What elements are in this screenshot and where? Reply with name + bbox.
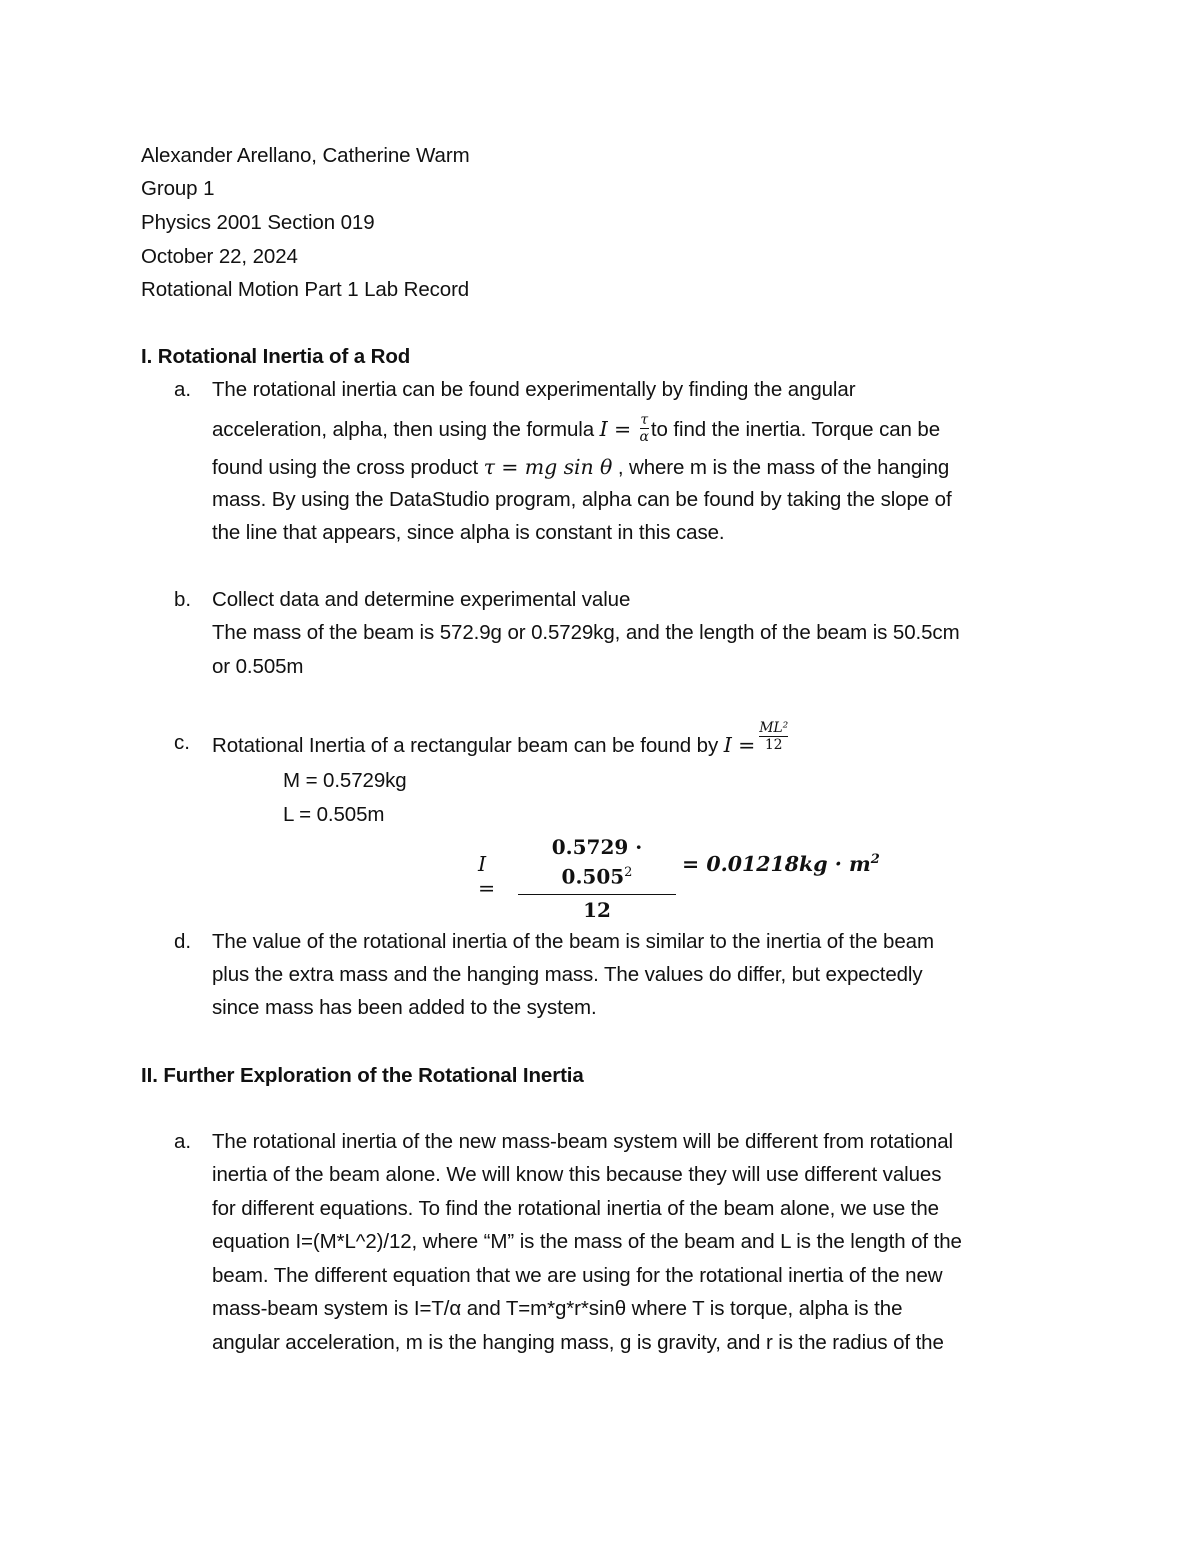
section2-heading: II. Further Exploration of the Rotational Inertia: [141, 1064, 584, 1087]
equation-numerator: [518, 834, 676, 890]
item-2a-line-1: The rotational inertia of the new mass-beam system will be different from rotational: [212, 1130, 953, 1153]
equation-fraction: [518, 834, 676, 923]
equation-lhs: I =: [478, 852, 496, 900]
equation-rhs: [682, 852, 880, 876]
item-2a-line-3: for different equations. To find the rotational inertia of the beam alone, we use the: [212, 1197, 939, 1220]
document-title: Rotational Motion Part 1 Lab Record: [141, 278, 470, 301]
group-line: Group 1: [141, 177, 215, 200]
inertia-formula-lhs: I =: [723, 732, 756, 757]
item-2a-line-7: angular acceleration, m is the hanging mass, g is gravity, and r is the radius of the: [212, 1331, 944, 1354]
item-1a-line-3-tail: , where m is the mass of the hanging: [612, 456, 950, 479]
item-1a-line-3-text: found using the cross product: [212, 456, 484, 479]
item-marker-1b: b.: [174, 588, 192, 611]
item-1c-line-1: [212, 720, 789, 762]
item-marker-1a: a.: [174, 378, 192, 401]
length-value: L = 0.505m: [283, 803, 385, 826]
item-1d-line-2: plus the extra mass and the hanging mass. The values do differ, but expectedly: [212, 963, 923, 986]
item-2a-line-2: inertia of the beam alone. We will know this because they will use different values: [212, 1163, 942, 1186]
fraction-numerator: ML²: [759, 720, 789, 736]
section1-heading: I. Rotational Inertia of a Rod: [141, 345, 411, 368]
item-marker-2a: a.: [174, 1130, 192, 1153]
item-1b-line-3: or 0.505m: [212, 655, 304, 678]
ml2-over-12-fraction: [759, 721, 788, 752]
item-1a-line-5: the line that appears, since alpha is constant in this case.: [212, 521, 725, 544]
equation-numerator-exponent: 2: [624, 865, 633, 880]
item-1d-line-1: The value of the rotational inertia of the beam is similar to the inertia of the beam: [212, 930, 934, 953]
item-1a-line-3: [212, 455, 949, 480]
date-line: October 22, 2024: [141, 245, 298, 268]
equation-result-exponent: 2: [870, 852, 880, 868]
item-marker-1c: c.: [174, 731, 190, 754]
mass-value: M = 0.5729kg: [283, 769, 407, 792]
authors-line: Alexander Arellano, Catherine Warm: [141, 144, 470, 167]
item-1a-line-4: mass. By using the DataStudio program, alpha can be found by taking the slope of: [212, 488, 952, 511]
item-1b-line-2: The mass of the beam is 572.9g or 0.5729kg, and the length of the beam is 50.5cm: [212, 621, 960, 644]
torque-over-alpha-fraction: [640, 413, 649, 444]
course-line: Physics 2001 Section 019: [141, 211, 375, 234]
item-2a-line-6: mass-beam system is I=T/α and T=m*g*r*sinθ where T is torque, alpha is the: [212, 1297, 903, 1320]
item-2a-line-4: equation I=(M*L^2)/12, where “M” is the mass of the beam and L is the length of the: [212, 1230, 962, 1253]
equation-numerator-text: 0.5729 · 0.505: [551, 835, 643, 889]
fraction-denominator: 12: [764, 737, 783, 753]
inertia-symbol: I: [599, 416, 608, 441]
equation-denominator: 12: [583, 897, 611, 922]
item-2a-line-5: beam. The different equation that we are using for the rotational inertia of the new: [212, 1264, 943, 1287]
fraction-denominator: α: [639, 429, 649, 445]
equals-sign: =: [607, 416, 638, 441]
item-1a-line-2-text: acceleration, alpha, then using the formula: [212, 417, 600, 441]
item-1d-line-3: since mass has been added to the system.: [212, 996, 597, 1019]
item-1a-line-2-tail: to find the inertia. Torque can be: [650, 417, 941, 441]
torque-equation: τ = mg sin θ: [483, 455, 613, 479]
equation-result: = 0.01218kg · m: [682, 852, 871, 876]
item-1b-line-1: Collect data and determine experimental value: [212, 588, 631, 611]
item-marker-1d: d.: [174, 930, 192, 953]
item-1c-line-1-text: Rotational Inertia of a rectangular beam can be found by: [212, 733, 724, 757]
item-1a-line-1: The rotational inertia can be found experimentally by finding the angular: [212, 378, 856, 401]
fraction-numerator: τ: [640, 412, 649, 428]
item-1a-line-2: [212, 412, 941, 446]
